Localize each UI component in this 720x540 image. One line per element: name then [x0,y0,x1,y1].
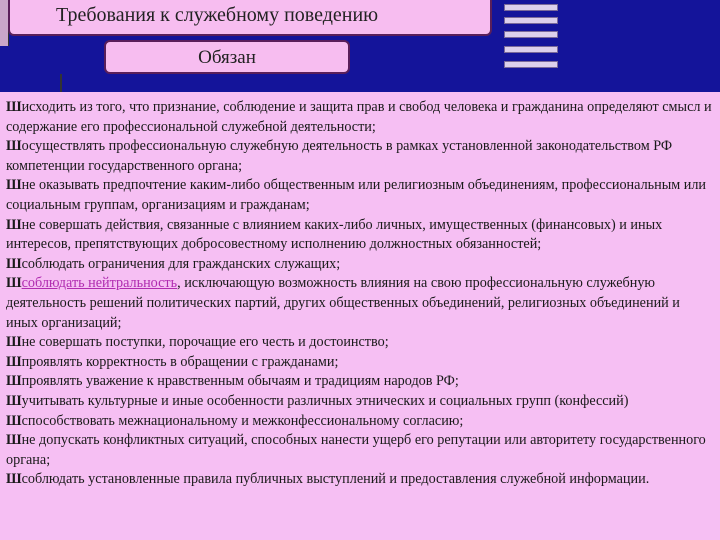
bullet-marker: Ш [6,471,22,488]
bullet-marker: Ш [6,177,22,194]
bullet-marker: Ш [6,412,22,429]
item-text: осуществлять профессиональную служебную деятельность в рамках установленной законодательством РФ компетенции государственного органа; [6,138,673,174]
bullet-marker: Ш [6,392,22,409]
bullet-marker: Ш [6,99,22,115]
item-text: не допускать конфликтных ситуаций, способных нанести ущерб его репутации или авторитету государственного органа; [6,432,706,468]
list-item [6,333,712,353]
list-item [6,176,712,215]
item-text: проявлять уважение к нравственным обычаям и традициям народов РФ; [21,373,459,390]
item-text: не совершать поступки, порочащие его честь и достоинство; [21,334,389,351]
bullet-marker: Ш [6,216,22,233]
item-text: учитывать культурные и иные особенности различных этнических и социальных групп (конфессий) [21,392,629,409]
connector-line [60,74,62,94]
list-item [6,216,712,255]
mini-diagram-box [504,4,558,11]
item-text: исходить из того, что признание, соблюдение и защита прав и свобод человека и гражданина определяют смысл и содержание его профессиональной служебной деятельности; [6,99,712,135]
bullet-marker: Ш [6,334,22,351]
list-item [6,274,712,333]
bullet-marker: Ш [6,373,22,390]
item-text: способствовать межнациональному и межконфессиональному согласию; [21,412,464,429]
bullet-marker: Ш [6,432,22,449]
mini-diagram-box [504,17,558,24]
bullet-marker: Ш [6,138,22,155]
mini-diagram-box [504,46,558,53]
item-text: соблюдать ограничения для гражданских служащих; [21,255,341,272]
mini-diagram-box [504,31,558,38]
item-text: , исключающую возможность влияния на свою профессиональную служебную деятельность решений политических партий, других общественных объединений, религиозных объединений и иных организаций; [6,275,680,331]
list-item [6,431,712,470]
item-text: проявлять корректность в обращении с гражданами; [21,353,339,370]
bullet-marker: Ш [6,255,22,272]
neutrality-link[interactable]: соблюдать нейтральность [21,275,178,292]
mini-diagram-box [504,61,558,68]
subtitle: Обязан [198,47,256,68]
list-item [6,353,712,373]
bullet-marker: Ш [6,353,22,370]
list-item [6,98,712,137]
list-item [6,392,712,412]
item-text: не оказывать предпочтение каким-либо общественным или религиозным объединениям, профессиональным или социальным группам, организациям и гражданам; [6,177,707,213]
item-text: соблюдать установленные правила публичных выступлений и предоставления служебной информации. [21,471,650,488]
list-item [6,412,712,432]
bullet-marker: Ш [6,275,22,292]
subtitle-box [104,40,350,74]
mini-diagram-thumbnail [498,0,720,80]
item-text: не совершать действия, связанные с влиянием каких-либо личных, имущественных (финансовых) и иных интересов, препятствующих добросовестному исполнению должностных обязанностей; [6,216,663,253]
page-title: Требования к служебному поведению [56,4,379,26]
list-item [6,137,712,176]
list-item [6,470,712,490]
list-item [6,255,712,275]
duties-list [0,92,720,540]
title-box [8,0,492,36]
list-item [6,372,712,392]
